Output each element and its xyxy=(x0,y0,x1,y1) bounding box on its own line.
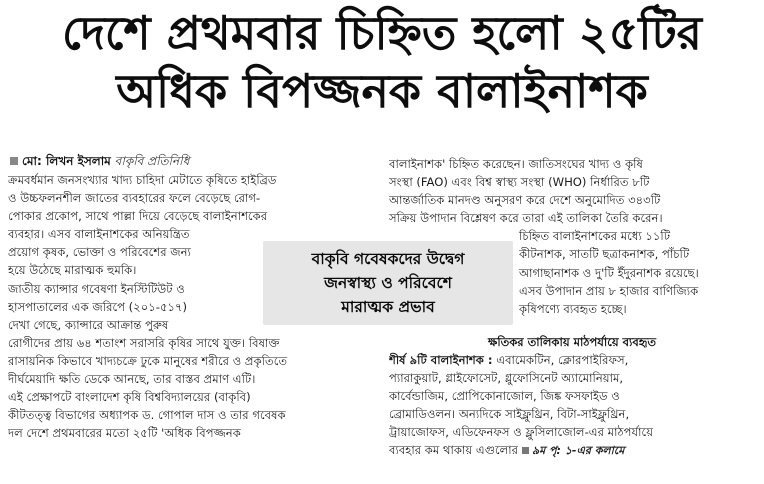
column-1-line: দেখা গেছে, ক্যান্সারে আক্রান্ত পুরুষ xyxy=(8,317,169,332)
column-2-line: কীটনাশক, সাতটি ছত্রাকনাশক, পাঁচটি xyxy=(519,247,690,262)
column-2-line: এসব উপাদান প্রায় ৮ হাজার বাণিজ্যিক xyxy=(519,283,699,298)
column-2-line: সংস্থা (FAO) এবং বিশ্ব স্বাস্থ্য সংস্থা (WHO) নির্ধারিত ৮টি xyxy=(389,175,650,190)
column-3-line: ট্রায়াজোফস, এডিফেনফস ও ফ্লুসিলাজোল-এর মাঠপর্যায়ে xyxy=(389,425,654,440)
column-3-line: ব্রোমাডিওলন। অন্যদিকে সাইফ্লুথ্রিন, বিটা-সাইফ্লুথ্রিন, xyxy=(389,407,630,422)
column-1-line: রাসায়নিক কিভাবে খাদ্যচক্রে ঢুকে মানুষের শরীরে ও প্রকৃতিতে xyxy=(8,353,288,368)
column-1-line: জাতীয় ক্যান্সার গবেষণা ইনস্টিটিউট ও xyxy=(8,281,185,296)
column-2-line: সক্রিয় উপাদান বিশ্লেষণ করে তারা এই তালিকা তৈরি করেন। xyxy=(389,211,663,226)
byline-role: বাকৃবি প্রতিনিধি xyxy=(114,154,190,168)
column-3-line: ব্যবহার কম থাকায় এগুলোর xyxy=(389,443,519,458)
column-1-line: দল দেশে প্রথমবারের মতো ২৫টি 'অধিক বিপজ্জনক xyxy=(8,426,241,441)
column-3-line: এবামেকটিন, ক্লোরপাইরিফস, xyxy=(496,353,629,367)
column-2-line: বালাইনাশক' চিহ্নিত করেছেন। জাতিসংঘের খাদ্য ও কৃষি xyxy=(389,157,643,171)
subhead: ক্ষতিকর তালিকায় মাঠপর্যায়ে ব্যবহৃত xyxy=(488,335,656,349)
column-2-line: কৃষিপণ্যে ব্যবহৃত হচ্ছে। xyxy=(519,301,627,316)
column-1-line: হয়ে উঠেছে মারাত্মক হুমকি। xyxy=(8,263,137,278)
byline-name: মো: লিখন ইসলাম xyxy=(22,154,111,168)
column-2-line: আগাছানাশক ও দু'টি ইঁদুরনাশক রয়েছে। xyxy=(519,265,699,280)
column-2-line: আন্তর্জাতিক মানদণ্ড অনুসরণ করে দেশে অনুমোদিত ৩৪৩টি xyxy=(389,193,661,208)
pull-quote-line-1: বাকৃবি গবেষকদের উদ্বেগ xyxy=(311,250,465,268)
column-1-line: ব্যবহার। এসব বালাইনাশকের অনিয়ন্ত্রিত xyxy=(8,227,190,242)
continuation-note xyxy=(518,444,624,457)
column-3-line: কার্বেন্ডাজিম, প্রোপিকোনাজোল, জিঙ্ক ফসফাইড ও xyxy=(389,389,620,404)
column-1-line: কীটতত্ত্ব বিভাগের অধ্যাপক ড. গোপাল দাস ও তার গবেষক xyxy=(8,408,286,423)
byline-square-icon xyxy=(10,157,18,165)
byline xyxy=(10,153,380,169)
pull-quote-line-2: জনস্বাস্থ্য ও পরিবেশে xyxy=(324,274,452,292)
article-column-3 xyxy=(389,351,755,461)
pull-quote-line-3: মারাত্মক প্রভাব xyxy=(341,298,435,316)
continuation-text: ৯ম পৃ: ১-এর কলামে xyxy=(532,444,625,458)
column-1-line: পোকার প্রকোপ, সাথে পাল্লা দিয়ে বেড়েছে বালাইনাশকের xyxy=(8,209,268,224)
column-1-line: দীর্ঘমেয়াদি ক্ষতি ডেকে আনছে, তার বাস্তব প্রমাণ এটি। xyxy=(8,372,256,387)
column-1-line: এই প্রেক্ষাপটে বাংলাদেশ কৃষি বিশ্ববিদ্যালয়ের (বাকৃবি) xyxy=(8,390,251,405)
article-column-2 xyxy=(389,155,755,318)
column-1-line: প্রয়োগ কৃষক, ভোক্তা ও পরিবেশের জন্য xyxy=(8,245,191,260)
headline-line-1: দেশে প্রথমবার চিহ্নিত হলো ২৫টির xyxy=(62,6,702,60)
column-1-line: হাসপাতালের এক জরিপে (২০১-৫১৭) xyxy=(8,299,188,314)
continuation-square-icon xyxy=(522,447,529,454)
column-3-lead: শীর্ষ ৯টি বালাইনাশক : xyxy=(389,353,493,367)
column-1-line: রোগীদের প্রায় ৬৪ শতাংশ সরাসরি কৃষির সাথে যুক্ত। বিষাক্ত xyxy=(8,335,280,350)
column-1-line: ক্রমবর্ধমান জনসংখ্যার খাদ্য চাহিদা মেটাতে কৃষিতে হাইব্রিড xyxy=(8,173,277,187)
column-2-line: চিহ্নিত বালাইনাশকের মধ্যে ১১টি xyxy=(519,229,671,244)
headline-line-2: অধিক বিপজ্জনক বালাইনাশক xyxy=(116,64,648,118)
column-1-line: ও উচ্চফলনশীল জাতের ব্যবহারের ফলে বেড়েছে রোগ- xyxy=(8,191,261,206)
column-3-line: প্যারাকুয়াট, গ্লাইফোসেট, গ্লুফোসিনেট অ্যামোনিয়াম, xyxy=(389,371,624,386)
headline xyxy=(0,4,764,120)
